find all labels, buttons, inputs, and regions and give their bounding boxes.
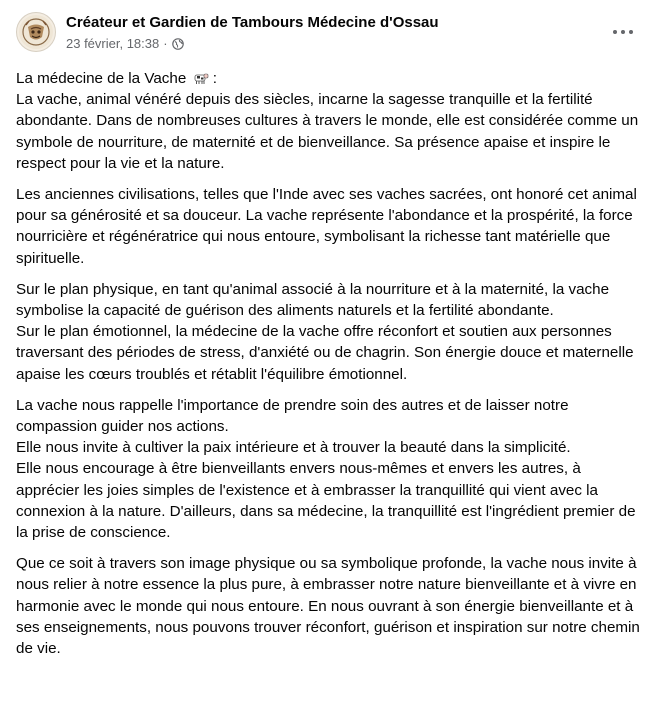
more-options-button[interactable] <box>605 14 641 50</box>
post-text: Que ce soit à travers son image physique ou sa symbolique profonde, la vache nous invite à nous relier à notre essence la plus pure, à embrasser notre nature bienveillante et à vivre en harmonie avec le monde qui nous entoure. En nous ouvrant à son énergie bienveillante et à ses enseignements, nous pouvons trouver réconfort, guérison et inspiration sur notre chemin de vie. <box>16 555 640 658</box>
cow-icon <box>193 71 209 85</box>
title-colon: : <box>212 70 217 87</box>
post-title: La médecine de la Vache <box>16 70 187 87</box>
post-paragraph <box>16 68 643 174</box>
meta-separator: · <box>163 36 168 51</box>
post-author-name[interactable]: Créateur et Gardien de Tambours Médecine d'Ossau <box>66 14 439 31</box>
post-paragraph <box>16 553 643 659</box>
post-timestamp[interactable]: 23 février, 18:38 <box>66 36 160 51</box>
post-paragraph <box>16 395 643 543</box>
globe-icon[interactable] <box>172 38 184 50</box>
post-text: Elle nous encourage à être bienveillants envers nous-mêmes et envers les autres, à apprécier les joies simples de l'existence et à embrasser la tranquillité qui vient avec la connexion à la nature. D'ailleurs, dans sa médecine, la tranquillité est l'ingrédient premier de la prise de conscience. <box>16 460 636 542</box>
post-header <box>16 12 641 60</box>
avatar[interactable] <box>16 12 56 52</box>
post-text: Elle nous invite à cultiver la paix intérieure et à trouver la beauté dans la simplicité. <box>16 439 571 457</box>
post-text: La vache, animal vénéré depuis des siècles, incarne la sagesse tranquille et la fertilité abondante. Dans de nombreuses cultures à travers le monde, elle est considérée comme un symbole de nourriture, de maternité et de bienveillance. Sa présence apaise et inspire le respect pour la vie et la nature. <box>16 91 639 172</box>
post-text: Sur le plan émotionnel, la médecine de la vache offre réconfort et soutien aux personnes traversant des périodes de stress, d'anxiété ou de chagrin. Son énergie douce et maternelle apaise les cœurs troublés et rétablit l'équilibre émotionnel. <box>16 323 634 383</box>
post-body <box>16 68 643 669</box>
post-meta <box>66 35 184 53</box>
more-options-icon <box>613 30 633 34</box>
post-text: Les anciennes civilisations, telles que l'Inde avec ses vaches sacrées, ont honoré cet animal pour sa générosité et sa douceur. La vache représente l'abondance et la prospérité, la force nourricière et régénératrice qui nous entoure, symbolisant la richesse tant matérielle que spirituelle. <box>16 186 637 267</box>
post-text: La vache nous rappelle l'importance de prendre soin des autres et de laisser notre compassion guider nos actions. <box>16 396 569 436</box>
drum-logo-icon <box>17 13 55 51</box>
post-paragraph <box>16 279 643 385</box>
post-text: Sur le plan physique, en tant qu'animal associé à la nourriture et à la maternité, la vache symbolise la capacité de guérison des aliments naturels et la fertilité abondante. <box>16 280 610 320</box>
post-paragraph <box>16 184 643 269</box>
post-title-line <box>16 68 643 89</box>
